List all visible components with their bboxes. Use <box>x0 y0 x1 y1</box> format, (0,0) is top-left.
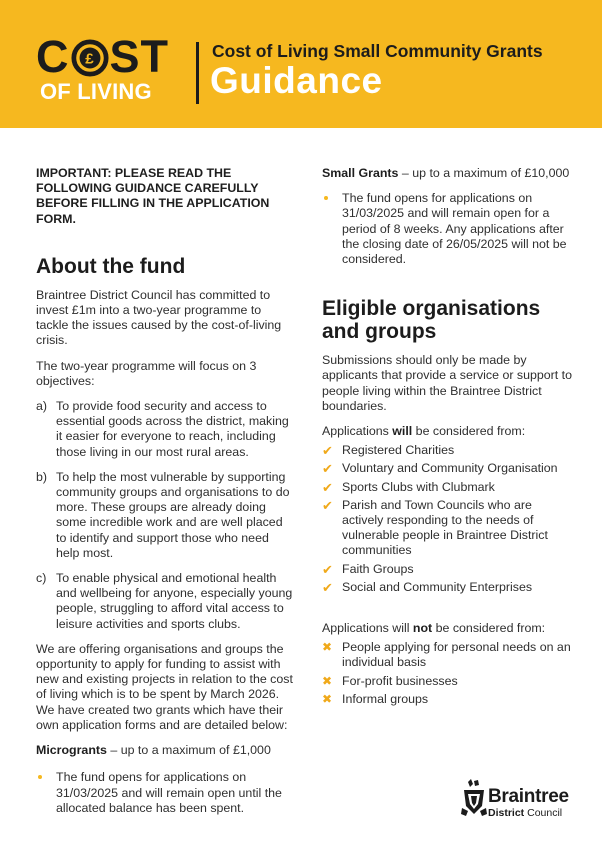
small-grants-name: Small Grants <box>322 166 399 180</box>
ineligible-list <box>322 640 572 707</box>
bullet-dot <box>38 775 42 779</box>
small-grants-line <box>322 166 572 181</box>
eligible-paragraph: Submissions should only be made by applicants that provide a service or support to people living within the Braintree District boundaries. <box>322 353 573 413</box>
svg-text:£: £ <box>84 50 95 68</box>
council-crest-icon <box>460 778 488 818</box>
offering-paragraph: We are offering organisations and groups the opportunity to apply for funding to assist with new and existing projects in relation to the cost of living which is to be spent by March 2026. We have created two grants which have their own application forms and are detailed below: <box>36 641 293 732</box>
check-icon: ✔ <box>322 479 333 495</box>
micrograntss-line <box>36 743 294 758</box>
bullet-dot <box>324 196 328 200</box>
not-bold: not <box>412 621 433 636</box>
objective-text: To enable physical and emotional health and wellbeing for anyone, especially young people, struggling to afford vital access to leisure activities and sports clubs. <box>56 571 293 631</box>
ineligible-item-text: For-profit businesses <box>342 673 458 688</box>
eligible-item-text: Voluntary and Community Organisation <box>342 461 558 476</box>
list-item <box>322 580 572 595</box>
not-pre: Applications will <box>322 621 413 636</box>
eligible-item-text: Sports Clubs with Clubmark <box>342 479 495 494</box>
objective-item <box>36 571 294 632</box>
right-column <box>322 166 572 710</box>
eligible-item-text: Social and Community Enterprises <box>342 579 533 594</box>
not-post: be considered from: <box>432 621 546 636</box>
micrograntss-bullet-text: The fund opens for applications on 31/03/2025 and will remain open until the allocated balance has been spent. <box>56 770 282 815</box>
check-icon: ✔ <box>322 443 333 459</box>
eligible-heading: Eligible organisations and groups <box>322 297 541 344</box>
logo-letter-c: C <box>36 31 70 82</box>
micrograntss-detail: – up to a maximum of £1,000 <box>106 743 271 758</box>
braintree-council-logo <box>460 774 580 822</box>
objective-text: To help the most vulnerable by supporting community groups and organisations to do more. These groups are already doing some incredible work and are well placed to identify and support those who need help most. <box>56 469 290 560</box>
about-paragraph-1: Braintree District Council has committed to invest £1m into a two-year programme to tackle the issues caused by the cost-of-living crisis. <box>36 287 282 348</box>
list-item <box>322 674 572 689</box>
not-considered-label <box>322 621 572 636</box>
eligible-item-text: Registered Charities <box>342 443 455 458</box>
cross-icon: ✖ <box>322 673 333 688</box>
list-item <box>322 640 572 670</box>
objective-item <box>36 399 294 460</box>
list-item <box>322 461 572 476</box>
list-item <box>322 562 572 577</box>
list-item <box>322 191 572 267</box>
objective-marker: b) <box>36 469 48 484</box>
objective-item <box>36 470 294 561</box>
small-grants-bullet-text: The fund opens for applications on 31/03/2025 and will remain open for a period of 8 weeks. Any applications after the closing date of 26/05/2025 will not be considered. <box>342 191 567 267</box>
cost-of-living-logo <box>36 31 170 82</box>
cross-icon: ✖ <box>322 691 333 706</box>
about-heading: About the fund <box>36 254 186 278</box>
council-name: Braintree <box>488 786 569 807</box>
logo-letters-st: ST <box>109 31 170 82</box>
ineligible-item-text: Informal groups <box>342 691 429 706</box>
list-item <box>322 480 572 495</box>
eligible-item-text: Faith Groups <box>342 561 414 576</box>
check-icon: ✔ <box>322 497 333 513</box>
header-subtitle: Cost of Living Small Community Grants <box>212 41 543 61</box>
council-sub-bold: District <box>488 807 525 819</box>
will-pre: Applications <box>322 424 393 439</box>
check-icon: ✔ <box>322 561 333 577</box>
objective-marker: c) <box>36 571 47 586</box>
eligible-list <box>322 443 572 595</box>
objective-text: To provide food security and access to essential goods across the district, making it easier for everyone to reach, including those living in our most rural areas. <box>56 399 289 459</box>
list-item <box>36 770 294 816</box>
check-icon: ✔ <box>322 579 333 595</box>
micrograntss-name: Microgrants <box>36 743 107 758</box>
list-item <box>322 692 572 707</box>
will-considered-label <box>322 424 572 439</box>
micrograntss-bullets <box>36 770 294 816</box>
header-band <box>0 0 602 128</box>
important-notice: IMPORTANT: PLEASE READ THE FOLLOWING GUIDANCE CAREFULLY BEFORE FILLING IN THE APPLICATION FORM. <box>36 166 270 226</box>
council-sub-text: Council <box>524 807 563 819</box>
objectives-list <box>36 399 294 632</box>
small-grants-bullets <box>322 191 572 267</box>
left-column <box>36 166 294 826</box>
objective-marker: a) <box>36 399 48 414</box>
page-title: Guidance <box>210 60 383 101</box>
will-post: be considered from: <box>412 424 526 439</box>
cross-icon: ✖ <box>322 640 333 655</box>
eligible-item-text: Parish and Town Councils who are actively responding to the needs of vulnerable people in Braintree District communities <box>342 497 548 558</box>
about-paragraph-2: The two-year programme will focus on 3 objectives: <box>36 358 257 388</box>
ineligible-item-text: People applying for personal needs on an individual basis <box>342 640 571 670</box>
logo-of-living: OF LIVING <box>40 79 152 104</box>
check-icon: ✔ <box>322 461 333 477</box>
pound-coin-icon <box>71 39 109 77</box>
list-item <box>322 498 572 559</box>
small-grants-detail: – up to a maximum of £10,000 <box>398 166 570 180</box>
header-divider <box>196 42 199 104</box>
council-subtitle <box>488 807 562 819</box>
will-bold: will <box>392 424 413 439</box>
list-item <box>322 443 572 458</box>
